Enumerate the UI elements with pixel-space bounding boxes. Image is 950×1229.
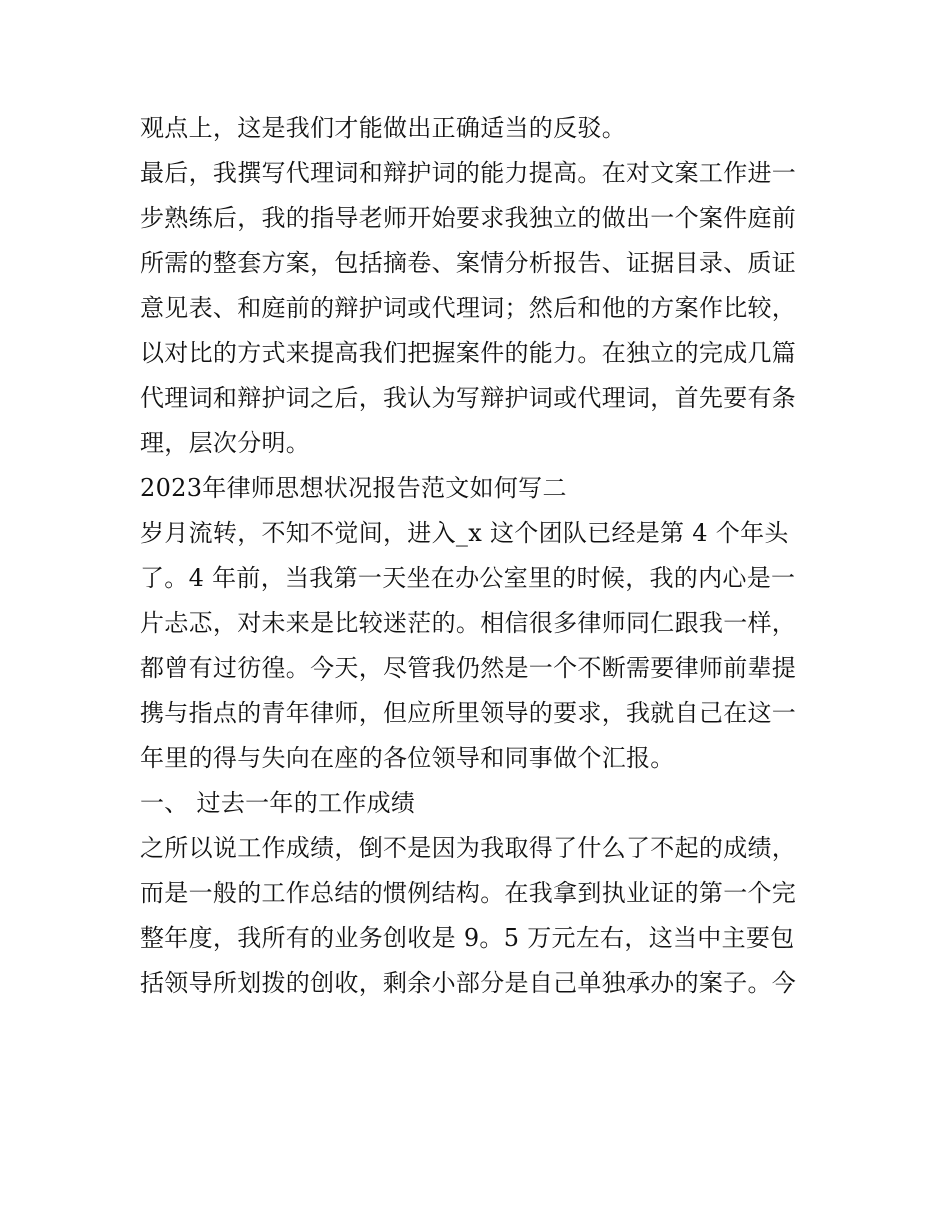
text-line: 了。4 年前，当我第一天坐在办公室里的时候，我的内心是一 (140, 564, 796, 592)
text-line: 代理词和辩护词之后，我认为写辩护词或代理词，首先要有条 (140, 384, 797, 412)
text-line: 而是一般的工作总结的惯例结构。在我拿到执业证的第一个完 (140, 879, 797, 907)
text-line: 括领导所划拨的创收，剩余小部分是自己单独承办的案子。今 (140, 969, 797, 997)
text-line: 年里的得与失向在座的各位领导和同事做个汇报。 (140, 744, 675, 772)
text-line: 之所以说工作成绩，倒不是因为我取得了什么了不起的成绩， (140, 834, 797, 862)
document-body (140, 106, 820, 1006)
text-line: 意见表、和庭前的辩护词或代理词；然后和他的方案作比较， (140, 294, 797, 322)
text-line: 片忐忑，对未来是比较迷茫的。相信很多律师同仁跟我一样， (140, 609, 797, 637)
text-line: 理，层次分明。 (140, 429, 311, 457)
text-line: 整年度，我所有的业务创收是 9。5 万元左右，这当中主要包 (140, 924, 795, 952)
subsection-heading: 一、 过去一年的工作成绩 (140, 789, 416, 817)
text-line: 携与指点的青年律师，但应所里领导的要求，我就自己在这一 (140, 699, 797, 727)
text-line: 观点上，这是我们才能做出正确适当的反驳。 (140, 114, 626, 142)
text-line: 以对比的方式来提高我们把握案件的能力。在独立的完成几篇 (140, 339, 797, 367)
section-heading: 2023年律师思想状况报告范文如何写二 (140, 474, 567, 502)
text-line: 所需的整套方案，包括摘卷、案情分析报告、证据目录、质证 (140, 249, 797, 277)
text-line: 岁月流转，不知不觉间，进入_x 这个团队已经是第 4 个年头 (140, 519, 789, 547)
text-line: 最后，我撰写代理词和辩护词的能力提高。在对文案工作进一 (140, 159, 797, 187)
text-line: 步熟练后，我的指导老师开始要求我独立的做出一个案件庭前 (140, 204, 797, 232)
text-line: 都曾有过彷徨。今天，尽管我仍然是一个不断需要律师前辈提 (140, 654, 797, 682)
